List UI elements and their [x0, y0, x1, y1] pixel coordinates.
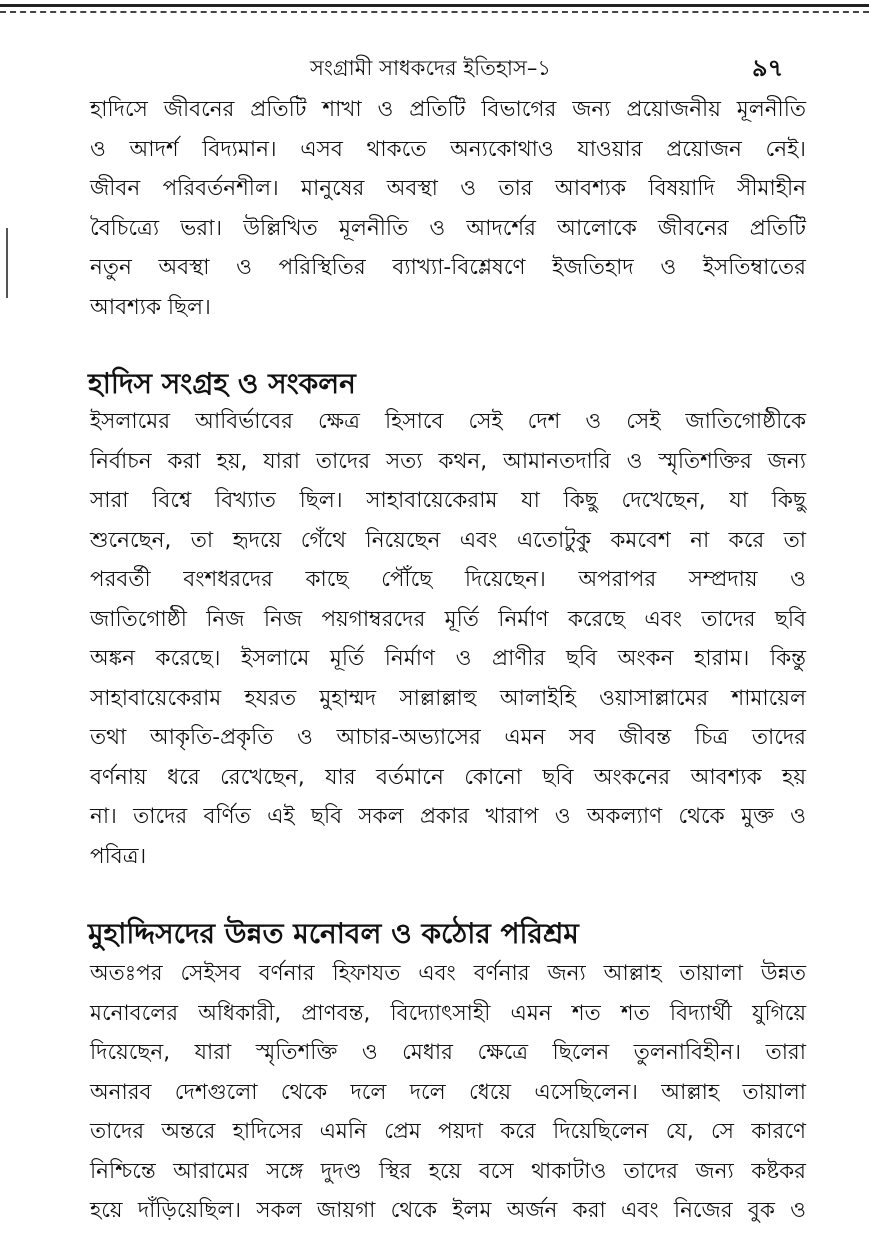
- text-line: সারা বিশ্বে বিখ্যাত ছিল। সাহাবায়েকেরাম যা কিছু দেখেছেন, যা কিছু: [90, 488, 806, 513]
- text-line: সাহাবায়েকেরাম হযরত মুহাম্মদ সাল্লাল্লাহু আলাইহি ওয়াসাল্লামের শামায়েল: [90, 685, 806, 711]
- text-line: দিয়েছেন, যারা স্মৃতিশক্তি ও মেধার ক্ষেত্রে ছিলেন তুলনাবিহীন। তারা: [90, 1040, 806, 1065]
- text-line: নিশ্চিন্তে আরামের সঙ্গে দুদণ্ড স্থির হয়ে বসে থাকাটাও তাদের জন্য কষ্টকর: [90, 1158, 806, 1184]
- running-head: [0, 48, 869, 84]
- text-line: হাদিসে জীবনের প্রতিটি শাখা ও প্রতিটি বিভাগের জন্য প্রয়োজনীয় মূলনীতি: [90, 97, 806, 122]
- text-line: তথা আকৃতি-প্রকৃতি ও আচার-অভ্যাসের এমন সব জীবন্ত চিত্র তাদের: [90, 725, 806, 750]
- text-line: ইসলামের আবির্ভাবের ক্ষেত্র হিসাবে সেই দেশ ও সেই জাতিগোষ্ঠীকে: [90, 409, 806, 434]
- section-heading-hadith-collection: হাদিস সংগ্রহ ও সংকলন: [88, 367, 356, 400]
- text-line: শুনেছেন, তা হৃদয়ে গেঁথে নিয়েছেন এবং এতোটুকু কমবেশ না করে তা: [90, 527, 806, 553]
- text-line: বর্ণনায় ধরে রেখেছেন, যার বর্তমানে কোনো ছবি অংকনের আবশ্যক হয়: [90, 764, 806, 790]
- text-line: পরবর্তী বংশধরদের কাছে পৌঁছে দিয়েছেন। অপরাপর সম্প্রদায় ও: [90, 567, 806, 592]
- text-line: না। তাদের বর্ণিত এই ছবি সকল প্রকার খারাপ ও অকল্যাণ থেকে মুক্ত ও: [90, 804, 806, 829]
- text-line: আবশ্যক ছিল।: [90, 294, 211, 320]
- running-head-title: সংগ্রামী সাধকদের ইতিহাস–১: [310, 56, 552, 80]
- text-line: অতঃপর সেইসব বর্ণনার হিফাযত এবং বর্ণনার জন্য আল্লাহ তায়ালা উন্নত: [90, 961, 806, 986]
- text-line: নতুন অবস্থা ও পরিস্থিতির ব্যাখ্যা-বিশ্লেষণে ইজতিহাদ ও ইসতিম্বাতের: [90, 255, 806, 280]
- text-line: নির্বাচন করা হয়, যারা তাদের সত্য কথন, আমানতদারি ও স্মৃতিশক্তির জন্য: [90, 448, 806, 474]
- text-line: মনোবলের অধিকারী, প্রাণবন্ত, বিদ্যোৎসাহী এমন শত শত বিদ্যার্থী যুগিয়ে: [90, 1000, 806, 1026]
- text-line: বৈচিত্র্যে ভরা। উল্লিখিত মূলনীতি ও আদর্শের আলোকে জীবনের প্রতিটি: [90, 215, 806, 241]
- text-line: জাতিগোষ্ঠী নিজ নিজ পয়গাম্বরদের মূর্তি নির্মাণ করেছে এবং তাদের ছবি: [90, 606, 806, 632]
- paragraph-hadith-collection: [90, 402, 806, 876]
- paragraph-muhaddith-effort: [90, 954, 806, 1231]
- text-line: জীবন পরিবর্তনশীল। মানুষের অবস্থা ও তার আবশ্যক বিষয়াদি সীমাহীন: [90, 176, 806, 201]
- text-line: অনারব দেশগুলো থেকে দলে দলে ধেয়ে এসেছিলেন। আল্লাহ তায়ালা: [90, 1079, 806, 1105]
- margin-scan-mark: [6, 228, 8, 298]
- text-line: ও আদর্শ বিদ্যমান। এসব থাকতে অন্যকোথাও যাওয়ার প্রয়োজন নেই।: [90, 136, 806, 162]
- text-line: হয়ে দাঁড়িয়েছিল। সকল জায়গা থেকে ইলম অর্জন করা এবং নিজের বুক ও: [90, 1198, 806, 1223]
- paragraph-intro: [90, 90, 806, 327]
- page-number: ৯৭: [752, 54, 784, 82]
- text-line: তাদের অন্তরে হাদিসের এমনি প্রেম পয়দা করে দিয়েছিলেন যে, সে কারণে: [90, 1119, 806, 1144]
- text-line: পবিত্র।: [90, 843, 147, 869]
- top-border-rule: [0, 4, 869, 7]
- section-heading-muhaddith-effort: মুহাদ্দিসদের উন্নত মনোবল ও কঠোর পরিশ্রম: [88, 917, 579, 950]
- text-line: অঙ্কন করেছে। ইসলামে মূর্তি নির্মাণ ও প্রাণীর ছবি অংকন হারাম। কিন্তু: [90, 646, 806, 671]
- top-dashed-rule: [0, 11, 869, 13]
